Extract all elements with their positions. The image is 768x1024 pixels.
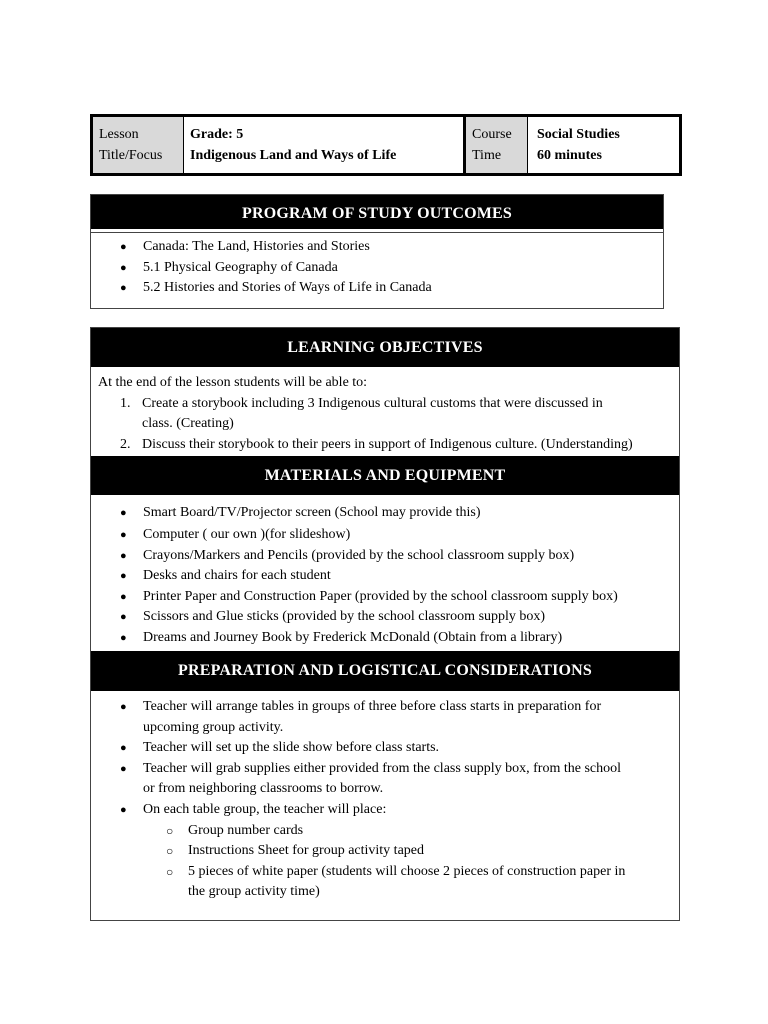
preparation-content [91, 691, 679, 903]
list-item: ● Teacher will set up the slide show before class starts. [91, 738, 679, 759]
circle-bullet-icon: ○ [166, 844, 174, 859]
bullet-icon: ● [120, 570, 127, 583]
preparation-list [91, 697, 679, 821]
list-item: ○ 5 pieces of white paper (students will choose 2 pieces of construction paper in the group activity time) [166, 863, 626, 900]
bullet-icon: ● [120, 507, 127, 519]
preparation-sublist [91, 821, 679, 903]
duration: 60 minutes [537, 148, 602, 163]
materials-content [91, 495, 679, 651]
bullet-icon: ● [120, 261, 127, 274]
subject: Social Studies [537, 127, 620, 142]
lesson-title-cell [184, 117, 466, 173]
list-item: ● Crayons/Markers and Pencils (provided by the school classroom supply box) [91, 546, 679, 567]
preparation-title: PREPARATION AND LOGISTICAL CONSIDERATIONS [91, 651, 679, 691]
lesson-label-line2: Title/Focus [99, 148, 163, 163]
materials-list [91, 503, 679, 649]
list-item: ● Dreams and Journey Book by Frederick McDonald (Obtain from a library) [91, 628, 679, 649]
list-item: ● Canada: The Land, Histories and Stories [91, 237, 663, 258]
course-label-line1: Course [472, 127, 512, 142]
materials-title: MATERIALS AND EQUIPMENT [91, 456, 679, 495]
objectives-intro: At the end of the lesson students will be able to: [98, 375, 368, 390]
list-item: ○ Group number cards [91, 821, 679, 842]
lesson-label-cell [93, 117, 184, 173]
list-item: 1. Create a storybook including 3 Indigenous cultural customs that were discussed in class. (Creating) [120, 395, 603, 432]
objectives-title: LEARNING OBJECTIVES [91, 328, 679, 367]
list-item: 2. Discuss their storybook to their peers in support of Indigenous culture. (Understanding) [120, 436, 633, 452]
outcomes-list [91, 237, 663, 299]
outcomes-section [90, 194, 664, 309]
circle-bullet-icon: ○ [166, 823, 174, 838]
outcomes-title: PROGRAM OF STUDY OUTCOMES [91, 195, 663, 232]
grade: Grade: 5 [190, 127, 244, 142]
lesson-title: Indigenous Land and Ways of Life [190, 148, 397, 163]
list-item: ● Teacher will grab supplies either provided from the class supply box, from the school or from neighboring classrooms to borrow. [120, 760, 622, 797]
list-item: ● 5.1 Physical Geography of Canada [91, 258, 663, 279]
bullet-icon: ● [120, 528, 127, 541]
bullet-icon: ● [120, 282, 127, 295]
objectives-content [91, 367, 679, 456]
list-item: ● Printer Paper and Construction Paper (provided by the school classroom supply box) [91, 587, 679, 608]
course-label-line2: Time [472, 148, 502, 163]
bullet-icon: ● [120, 611, 127, 624]
bullet-icon: ● [120, 742, 127, 755]
lesson-label-line1: Lesson [99, 127, 139, 142]
course-label-cell [466, 117, 528, 173]
list-item: ● 5.2 Histories and Stories of Ways of Life in Canada [91, 278, 663, 299]
bullet-icon: ● [120, 701, 127, 713]
list-item: ● Scissors and Glue sticks (provided by the school classroom supply box) [91, 607, 679, 628]
course-time-cell [528, 117, 679, 173]
bullet-icon: ● [120, 631, 127, 644]
bullet-icon: ● [120, 241, 127, 253]
list-item: ● Teacher will arrange tables in groups of three before class starts in preparation for upcoming group activity. [120, 699, 602, 735]
list-item: ● On each table group, the teacher will place: [91, 800, 679, 821]
bullet-icon: ● [120, 590, 127, 603]
list-item: ● Computer ( our own )(for slideshow) [91, 524, 679, 546]
bullet-icon: ● [120, 549, 127, 562]
list-item: ● Smart Board/TV/Projector screen (School may provide this) [91, 503, 679, 524]
lesson-header-table [90, 114, 682, 176]
circle-bullet-icon: ○ [166, 864, 174, 879]
list-item: ○ Instructions Sheet for group activity taped [91, 841, 679, 862]
bullet-icon: ● [120, 803, 127, 816]
bullet-icon: ● [120, 762, 127, 775]
objectives-list [91, 394, 679, 456]
list-item: ● Desks and chairs for each student [91, 566, 679, 587]
objectives-materials-preparation-section [90, 327, 680, 921]
